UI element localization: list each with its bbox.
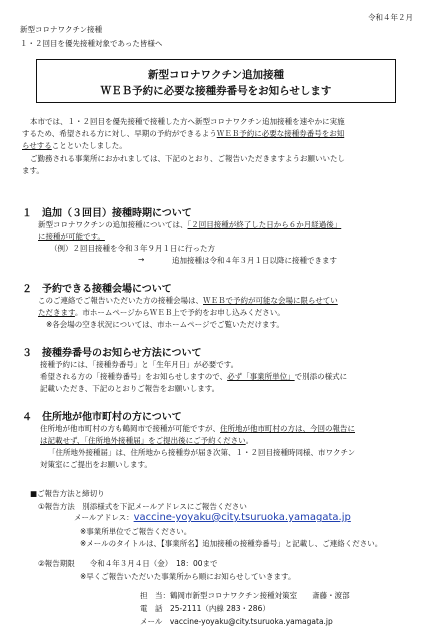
- section-3-line-3: 記載いただき、下記のとおりご報告をお願いします。: [40, 384, 220, 393]
- arrow-icon: →: [138, 255, 145, 264]
- section-2-underlined: ＷＥＢで予約が可能な会場に限らせてい: [203, 296, 338, 305]
- section-3-line-2: [40, 371, 347, 382]
- section-4-underlined: 住所地が他市町村の方は、今回の報告に: [220, 424, 355, 433]
- section-2-line-1: [38, 295, 338, 306]
- contact-email: メール vaccine-yoyaku@city.tsuruoka.yamagata.jp: [140, 617, 333, 626]
- section-2-line-2: [38, 307, 285, 318]
- section-1-heading: １ 追加（３回目）接種時期について: [22, 208, 192, 219]
- section-2-heading: ２ 予約できる接種会場について: [22, 284, 172, 295]
- report-email-link[interactable]: vaccine-yoyaku@city.tsuruoka.yamagata.jp: [133, 512, 351, 523]
- section-2-text: 。市ホームページからＷＥＢ上で予約をお申し込みください。: [74, 308, 285, 317]
- intro-text: ことといたしました。: [51, 141, 127, 150]
- email-label: メールアドレス：: [74, 513, 134, 522]
- section-2-text: このご連絡でご報告いただいた方の接種会場は、: [38, 296, 203, 305]
- section-4-line-4: 対策室にご提出をお願いします。: [40, 460, 152, 469]
- intro-text: するため、希望される方に対し、早期の予約ができるよう: [22, 129, 217, 138]
- title-line-1: 新型コロナワクチン追加接種: [148, 69, 284, 81]
- section-1-line-1: [38, 219, 341, 230]
- section-3-text: で別添の様式に: [294, 372, 348, 381]
- report-note-1: ※事業所単位でご報告ください。: [80, 527, 192, 536]
- report-method: ①報告方法 別添様式を下記メールアドレスにご報告ください: [38, 502, 247, 511]
- contact-person: 担 当：鶴岡市新型コロナワクチン接種対策室 斎藤・渡部: [140, 591, 350, 600]
- report-deadline-note: ※早くご報告いただいた事業所から順にお知らせしていきます。: [80, 572, 296, 581]
- section-4-text: 住所地が他市町村の方も鶴岡市で接種が可能ですが、: [40, 424, 220, 433]
- section-4-text: 。: [245, 436, 254, 445]
- section-2-note: ※各会場の空き状況については、市ホームページでご覧いただけます。: [46, 320, 284, 329]
- intro-underlined: らせする: [22, 141, 52, 150]
- section-1-example: （例）２回目接種を令和３年９月１日に行った方: [50, 244, 215, 253]
- contact-phone: 電 話 25-2111（内線 283・286）: [140, 604, 270, 613]
- section-3-line-1: 接種予約には、「接種券番号」と「生年月日」が必要です。: [40, 360, 239, 369]
- section-4-heading: ４ 住所地が他市町村の方について: [22, 412, 182, 423]
- header-line-1: 新型コロナワクチン接種: [20, 25, 103, 34]
- header-line-2: １・２回目を優先接種対象であった皆様へ: [20, 39, 163, 48]
- section-4-line-3: 「住所地外接種届」は、住所地から接種券が届き次第、１・２回目接種時同様、市ワクチン: [48, 448, 356, 457]
- section-4-line-1: [40, 423, 355, 434]
- section-1-line-2: に接種が可能です。: [38, 232, 105, 241]
- intro-line-5: ます。: [22, 166, 44, 175]
- intro-underlined: ＷＥＢ予約に必要な接種券番号をお知: [216, 129, 345, 138]
- intro-line-1: 本市では、１・２回目を優先接種で接種した方へ新型コロナワクチン追加接種を速やかに実施: [30, 117, 345, 126]
- section-4-line-2: [40, 435, 253, 446]
- intro-line-4: ご勤務される事業所におかれましては、下記のとおり、ご報告いただきますようお願いいたし: [30, 154, 345, 163]
- section-1-text: 新型コロナワクチンの追加接種については、: [38, 220, 188, 229]
- title-box: [36, 59, 396, 103]
- section-2-underlined: ただきます: [38, 308, 75, 317]
- report-heading: ■ご報告方法と締切り: [30, 489, 105, 498]
- title-line-2: ＷＥＢ予約に必要な接種券番号をお知らせします: [100, 85, 332, 97]
- section-1-underlined: 「２回目接種が終了した日から６か月経過後」: [187, 220, 342, 229]
- intro-line-3: [22, 140, 127, 151]
- section-3-heading: ３ 接種券番号のお知らせ方法について: [22, 348, 202, 359]
- document-date: 令和４年２月: [368, 13, 413, 22]
- report-note-2: ※メールのタイトルは、【事業所名】追加接種の接種券番号」と記載し、ご連絡ください。: [80, 539, 383, 548]
- section-3-underlined: 必ず「事業所単位」: [227, 372, 295, 381]
- report-deadline: ②報告期限 令和４年３月４日（金） 18：00まで: [38, 559, 218, 568]
- section-3-text: 希望される方の「接種券番号」をお知らせしますので、: [40, 372, 228, 381]
- section-1-example-result: 追加接種は令和４年３月１日以降に接種できます: [172, 256, 337, 265]
- section-4-underlined: は記載せず、「住所地外接種届」をご提出後にご予約ください: [40, 436, 246, 445]
- intro-line-2: [22, 128, 344, 139]
- report-email-line: [74, 512, 351, 523]
